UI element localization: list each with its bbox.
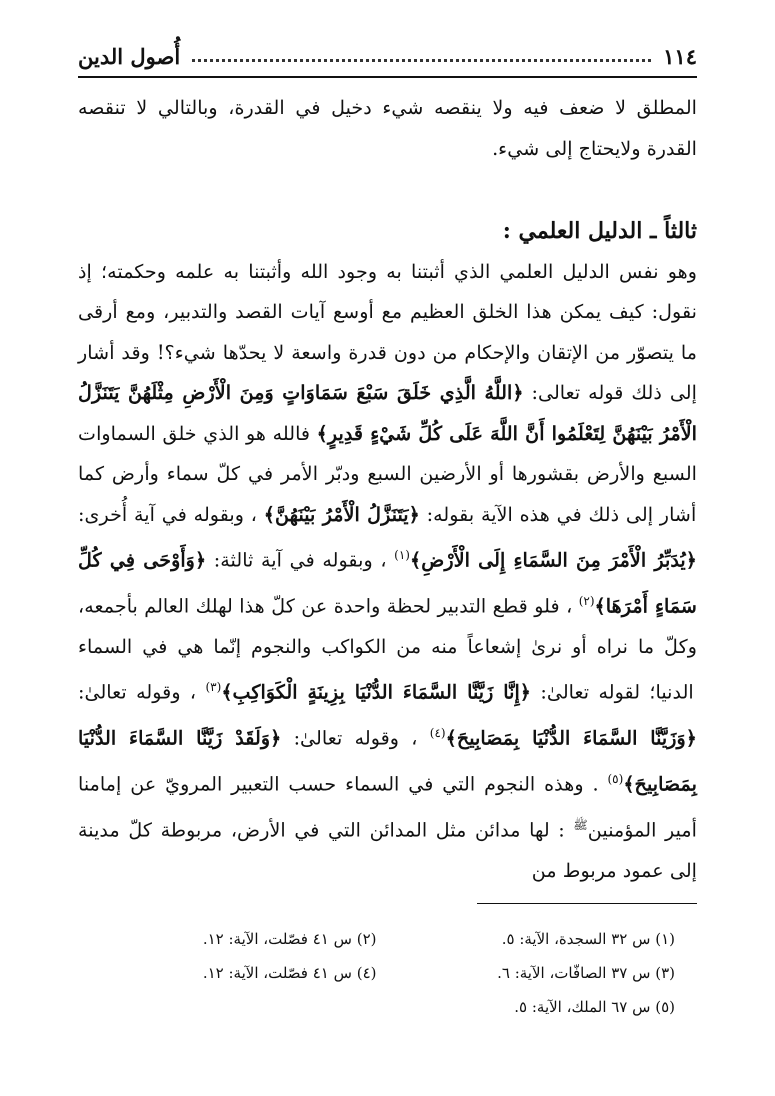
footnote-separator [477,903,697,904]
quran-verse: ﴿وَلَقَدْ زَيَّنَّا السَّمَاءَ الدُّنْيَا بِمَصَابِيحَ﴾ [78,726,697,796]
footnote-row [78,956,675,990]
footnote-1: (١) س ٣٢ السجدة، الآية: ٥. [501,930,675,948]
footnote-ref: (٣) [205,680,222,695]
main-text [78,88,697,891]
header-dot-leader [192,59,651,62]
footnote-ref: (٤) [429,726,446,741]
paragraph-1-line-2: ولايحتاج إلى شيء. [492,136,641,160]
footnote-ref: (١) [394,548,410,562]
running-header [78,36,697,78]
paragraph-2 [78,252,697,892]
quran-verse: ﴿اللَّهُ الَّذِي خَلَقَ سَبْعَ سَمَاوَاتٍ وَمِنَ الْأَرْضِ مِثْلَهُنَّ يَتَنَزَّلُ الْأَمْرُ بَيْنَهُنَّ لِتَعْلَمُوا أَنَّ اللَّهَ عَلَى كُلِّ شَيْءٍ قَدِيرٍ﴾ [78,381,698,445]
text-run: ، وبقوله في آية ثالثة: [206,548,387,572]
text-run: . وهذه النجوم التي في السماء حسب التعبير المرويّ عن إمامنا أمير المؤمنين [78,772,697,842]
text-run: : لها مدائن مثل المدائن التي في الأرض، مربوطة كلّ مدينة إلى عمود مربوط من [78,818,697,882]
footnote-4: (٤) س ٤١ فصّلت، الآية: ١٢. [202,964,377,982]
paragraph-1-line-1: المطلق لا ضعف فيه ولا ينقصه شيء دخيل في القدرة، وبالتالي لا تنقصه القدرة [78,96,697,160]
book-title: أُصول الدين [78,43,181,69]
page-number: ١١٤ [663,43,697,69]
footnotes [78,922,675,1024]
footnote-3: (٣) س ٣٧ الصافّات، الآية: ٦. [497,964,675,982]
quran-verse: ﴿وَزَيَّنَّا السَّمَاءَ الدُّنْيَا بِمَصَابِيحَ﴾ [445,726,697,750]
footnote-row [78,922,675,956]
text-run: ، وبقوله في آية أُخرى: [78,502,257,526]
spacer [78,169,697,211]
footnote-ref: (٢) [578,593,595,608]
text-run: ، فلو قطع التدبير لحظة واحدة عن كلّ هذا لهلك العالم بأجمعه، وكلّ ما نراه أو نرىٰ إشعاعاً منه من الكواكب والنجوم إنّما هي في السماء الدنيا؛ لقوله تعالىٰ: [78,594,697,704]
honorific-symbol: ﷺ [573,817,588,832]
footnote-2: (٢) س ٤١ فصّلت، الآية: ١٢. [202,930,377,948]
text-run: فالله هو الذي خلق السماوات السبع والأرض بقشورها أو الأرضين السبع ودبّر الأمر في كلّ سماء وأرض كما أشار إلى ذلك في هذه الآية بقوله: [78,421,697,526]
quran-verse: ﴿وَأَوْحَى فِي كُلِّ سَمَاءٍ أَمْرَهَا﴾ [78,548,697,618]
footnote-row [78,990,675,1024]
section-title: ثالثاً ـ الدليل العلمي : [502,218,697,244]
footnote-ref: (٥) [607,772,624,787]
quran-verse: ﴿إِنَّا زَيَّنَّا السَّمَاءَ الدُّنْيَا بِزِينَةٍ الْكَوَاكِبِ﴾ [221,680,532,704]
quran-verse: ﴿يَتَنَزَّلُ الْأَمْرُ بَيْنَهُنَّ﴾ [263,502,420,526]
text-run: ، وقوله تعالىٰ: [281,726,418,750]
text-run: ، وقوله تعالىٰ: [78,680,197,704]
text-run: وهو نفس الدليل العلمي الذي أثبتنا به وجود الله وأثبتنا به علمه وحكمته؛ إذ نقول: كيف يمكن هذا الخلق العظيم مع أوسع آيات القصد والتدبير، ومع أرقى ما يتصوّر من الإتقان والإحكام من دون قدرة واسعة لا يحدّها شيء؟! وقد أشار إلى ذلك قوله تعالى: [78,259,697,404]
footnote-5: (٥) س ٦٧ الملك، الآية: ٥. [514,998,675,1016]
quran-verse: ﴿يُدَبِّرُ الْأَمْرَ مِنَ السَّمَاءِ إِلَى الْأَرْضِ﴾ [409,548,697,572]
paragraph-1 [78,88,697,169]
